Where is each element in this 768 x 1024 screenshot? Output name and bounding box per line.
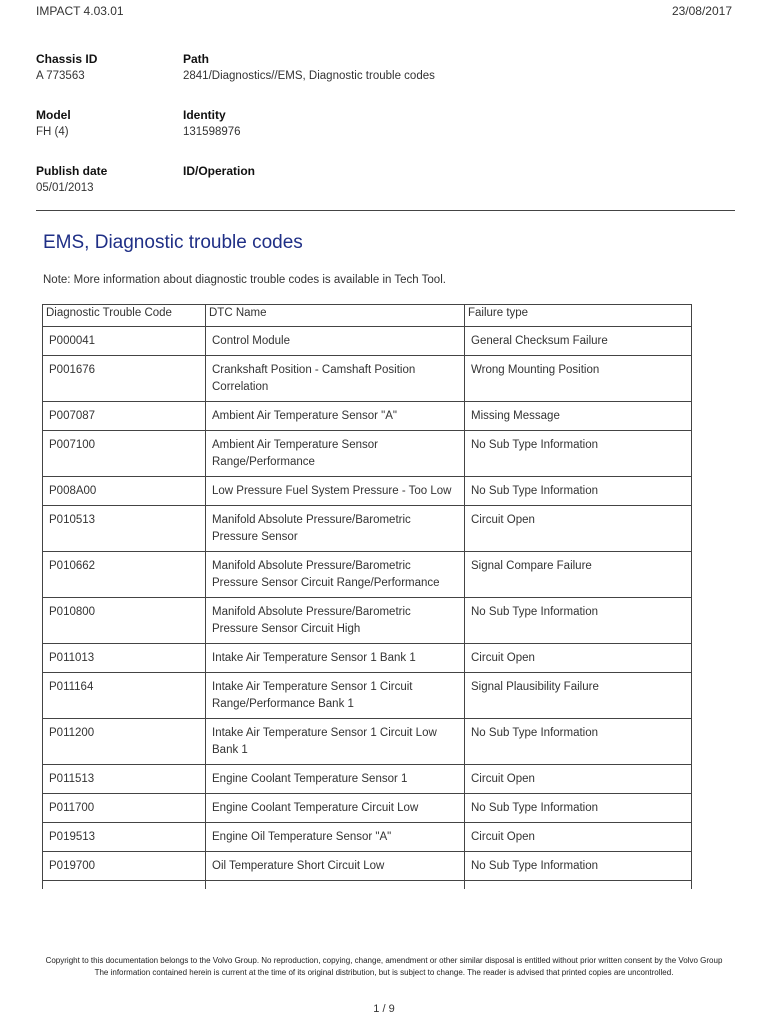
column-header-failure: Failure type — [465, 305, 692, 327]
path-value: 2841/Diagnostics//EMS, Diagnostic trouble codes — [183, 70, 435, 82]
dtc-name: Ambient Air Temperature Sensor "A" — [206, 402, 465, 431]
dtc-code: P001676 — [43, 356, 206, 402]
table-row — [43, 477, 692, 506]
failure-type: No Sub Type Information — [465, 431, 692, 477]
dtc-name: Engine Coolant Temperature Circuit Low — [206, 794, 465, 823]
table-row — [43, 327, 692, 356]
chassis-id-value: A 773563 — [36, 70, 85, 82]
dtc-name: Intake Air Temperature Sensor 1 Bank 1 — [206, 644, 465, 673]
failure-type: Circuit Open — [465, 644, 692, 673]
dtc-name: Manifold Absolute Pressure/Barometric Pressure Sensor Circuit High — [206, 598, 465, 644]
identity-label: Identity — [183, 108, 226, 122]
failure-type: No Sub Type Information — [465, 477, 692, 506]
dtc-name: Engine Coolant Temperature Sensor 1 — [206, 765, 465, 794]
dtc-name: Manifold Absolute Pressure/Barometric Pressure Sensor Circuit Range/Performance — [206, 552, 465, 598]
meta-row-model — [36, 108, 736, 164]
table-row — [43, 765, 692, 794]
print-date: 23/08/2017 — [671, 4, 732, 18]
dtc-code: P011200 — [43, 719, 206, 765]
table-row — [43, 673, 692, 719]
failure-type: Circuit Open — [465, 506, 692, 552]
dtc-code: P019700 — [43, 852, 206, 881]
page-number: 1 / 9 — [373, 1003, 395, 1015]
model-value: FH (4) — [36, 126, 69, 138]
failure-type: No Sub Type Information — [465, 794, 692, 823]
id-operation-label: ID/Operation — [183, 164, 256, 178]
dtc-name: Oil Temperature Short Circuit Low — [206, 852, 465, 881]
dtc-name: Intake Air Temperature Sensor 1 Circuit Low Bank 1 — [206, 719, 465, 765]
column-header-name: DTC Name — [206, 305, 465, 327]
dtc-code: P010513 — [43, 506, 206, 552]
failure-type: No Sub Type Information — [465, 852, 692, 881]
dtc-name: Control Module — [206, 327, 465, 356]
table-row — [43, 598, 692, 644]
dtc-code: P011164 — [43, 673, 206, 719]
failure-type: Circuit Open — [465, 823, 692, 852]
copyright-line-2: The information contained herein is current at the time of its original distribution, but is subject to change. The reader is advised that printed copies are uncontrolled. — [94, 968, 674, 977]
failure-type: No Sub Type Information — [465, 598, 692, 644]
dtc-name: Intake Air Temperature Sensor 1 Circuit Range/Performance Bank 1 — [206, 673, 465, 719]
meta-row-chassis — [36, 52, 736, 108]
meta-row-publish — [36, 164, 736, 220]
table-row — [43, 402, 692, 431]
dtc-table — [42, 304, 692, 889]
failure-type: Wrong Mounting Position — [465, 356, 692, 402]
column-header-code: Diagnostic Trouble Code — [43, 305, 206, 327]
table-row — [43, 506, 692, 552]
dtc-name: Manifold Absolute Pressure/Barometric Pressure Sensor — [206, 506, 465, 552]
failure-type: Circuit Open — [465, 765, 692, 794]
table-row — [43, 719, 692, 765]
failure-type: No Sub Type Information — [465, 719, 692, 765]
document-metadata — [36, 52, 736, 220]
note-text: Note: More information about diagnostic trouble codes is available in Tech Tool. — [43, 274, 446, 286]
failure-type: Signal Compare Failure — [465, 552, 692, 598]
dtc-code: P007087 — [43, 402, 206, 431]
dtc-code: P011513 — [43, 765, 206, 794]
failure-type: Missing Message — [465, 402, 692, 431]
dtc-code: P011013 — [43, 644, 206, 673]
publish-date-label: Publish date — [36, 164, 108, 178]
header-divider — [36, 210, 735, 211]
dtc-code: P008A00 — [43, 477, 206, 506]
dtc-code: P007100 — [43, 431, 206, 477]
path-label: Path — [183, 52, 210, 66]
failure-type: Signal Plausibility Failure — [465, 673, 692, 719]
table-row — [43, 356, 692, 402]
table-row — [43, 644, 692, 673]
dtc-code: P010800 — [43, 598, 206, 644]
dtc-name: Engine Oil Temperature Sensor "A" — [206, 823, 465, 852]
page-title: EMS, Diagnostic trouble codes — [43, 232, 303, 253]
dtc-code: P011700 — [43, 794, 206, 823]
dtc-name: Crankshaft Position - Camshaft Position Correlation — [206, 356, 465, 402]
dtc-code: P019513 — [43, 823, 206, 852]
copyright-line-1: Copyright to this documentation belongs to the Volvo Group. No reproduction, copying, change, amendment or other similar disposal is entitled without prior written consent by the Volvo Group — [45, 956, 723, 965]
page-header — [0, 0, 768, 24]
table-header-row — [43, 305, 692, 327]
table-row — [43, 552, 692, 598]
publish-date-value: 05/01/2013 — [36, 182, 94, 194]
table-row — [43, 794, 692, 823]
failure-type: General Checksum Failure — [465, 327, 692, 356]
dtc-name: Low Pressure Fuel System Pressure - Too Low — [206, 477, 465, 506]
copyright-notice — [30, 955, 738, 979]
dtc-code: P000041 — [43, 327, 206, 356]
dtc-code: P010662 — [43, 552, 206, 598]
app-version: IMPACT 4.03.01 — [36, 4, 124, 18]
model-label: Model — [36, 108, 71, 122]
chassis-id-label: Chassis ID — [36, 52, 98, 66]
table-row — [43, 431, 692, 477]
table-row-continued — [43, 881, 692, 890]
identity-value: 131598976 — [183, 126, 241, 138]
table-row — [43, 823, 692, 852]
table-row — [43, 852, 692, 881]
dtc-name: Ambient Air Temperature Sensor Range/Performance — [206, 431, 465, 477]
